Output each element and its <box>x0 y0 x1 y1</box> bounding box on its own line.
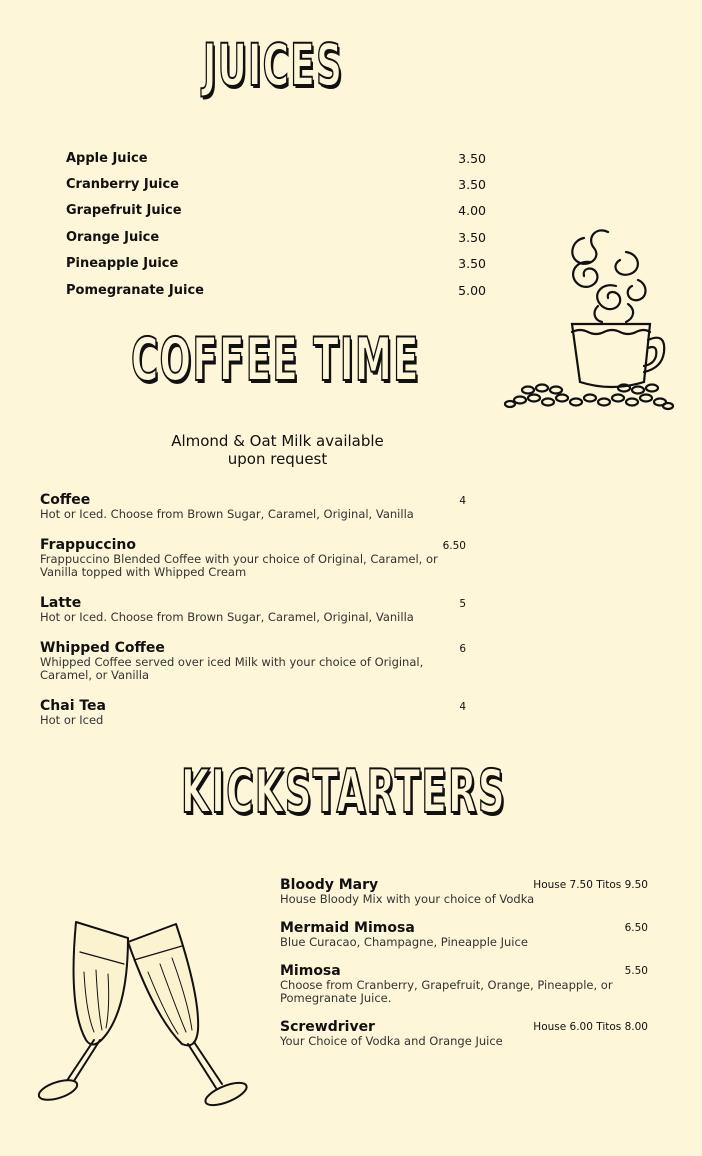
juice-name: Pomegranate Juice <box>66 283 204 298</box>
kickstarters-heading: KICKSTARTERS <box>181 757 506 827</box>
coffee-name: Whipped Coffee <box>40 640 165 656</box>
juice-name: Apple Juice <box>66 151 148 166</box>
juice-price: 5.00 <box>458 283 486 298</box>
coffee-heading: COFFEE TIME <box>131 325 420 395</box>
milk-note <box>140 432 415 468</box>
coffee-desc: Hot or Iced <box>40 713 104 727</box>
coffee-name: Chai Tea <box>40 698 106 714</box>
coffee-item <box>40 698 466 727</box>
juice-price: 4.00 <box>458 203 486 218</box>
coffee-cup-icon <box>498 222 678 414</box>
kickstarter-price: 6.50 <box>624 922 648 934</box>
juice-price: 3.50 <box>458 256 486 271</box>
milk-note-line-2: upon request <box>227 450 328 468</box>
juice-price: 3.50 <box>458 151 486 166</box>
coffee-item <box>40 492 466 521</box>
coffee-desc: Whipped Coffee served over iced Milk with your choice of Original, Caramel, or Vanilla <box>40 655 424 682</box>
kickstarter-item <box>280 1019 648 1048</box>
milk-note-line-1: Almond & Oat Milk available <box>171 432 384 450</box>
coffee-price: 5 <box>459 598 466 610</box>
coffee-name: Frappuccino <box>40 537 137 553</box>
juice-price: 3.50 <box>458 177 486 192</box>
juice-name: Grapefruit Juice <box>66 203 182 218</box>
kickstarter-desc: Your Choice of Vodka and Orange Juice <box>280 1034 503 1048</box>
juice-name: Orange Juice <box>66 230 160 245</box>
juice-item <box>66 177 486 197</box>
coffee-price: 4 <box>459 701 466 713</box>
juice-name: Pineapple Juice <box>66 256 179 271</box>
coffee-item <box>40 640 466 682</box>
kickstarter-price: House 7.50 Titos 9.50 <box>533 879 648 891</box>
kickstarter-name: Mimosa <box>280 963 341 979</box>
juice-item <box>66 256 486 276</box>
kickstarter-desc: Choose from Cranberry, Grapefruit, Orange, Pineapple, or Pomegranate Juice. <box>280 978 613 1005</box>
juices-heading: JUICES <box>203 31 344 99</box>
coffee-desc: Frappuccino Blended Coffee with your choice of Original, Caramel, or Vanilla topped with Whipped Cream <box>40 552 438 579</box>
coffee-price: 6.50 <box>442 540 466 552</box>
coffee-item <box>40 595 466 624</box>
juice-item <box>66 283 486 303</box>
juice-item <box>66 230 486 250</box>
coffee-desc: Hot or Iced. Choose from Brown Sugar, Caramel, Original, Vanilla <box>40 507 414 521</box>
coffee-price: 4 <box>459 495 466 507</box>
coffee-desc: Hot or Iced. Choose from Brown Sugar, Caramel, Original, Vanilla <box>40 610 414 624</box>
coffee-name: Coffee <box>40 492 91 508</box>
juice-item <box>66 151 486 171</box>
kickstarter-item <box>280 963 648 1005</box>
kickstarter-name: Mermaid Mimosa <box>280 920 415 936</box>
juice-item <box>66 203 486 223</box>
juice-price: 3.50 <box>458 230 486 245</box>
kickstarter-desc: House Bloody Mix with your choice of Vodka <box>280 892 535 906</box>
kickstarter-name: Bloody Mary <box>280 877 379 893</box>
juice-name: Cranberry Juice <box>66 177 179 192</box>
coffee-name: Latte <box>40 595 82 611</box>
coffee-price: 6 <box>459 643 466 655</box>
kickstarter-price: House 6.00 Titos 8.00 <box>533 1021 648 1033</box>
kickstarter-price: 5.50 <box>624 965 648 977</box>
kickstarter-item <box>280 920 648 949</box>
kickstarter-name: Screwdriver <box>280 1019 375 1035</box>
kickstarter-item <box>280 877 648 906</box>
kickstarter-desc: Blue Curacao, Champagne, Pineapple Juice <box>280 935 528 949</box>
champagne-glasses-icon <box>36 912 256 1117</box>
coffee-item <box>40 537 466 579</box>
